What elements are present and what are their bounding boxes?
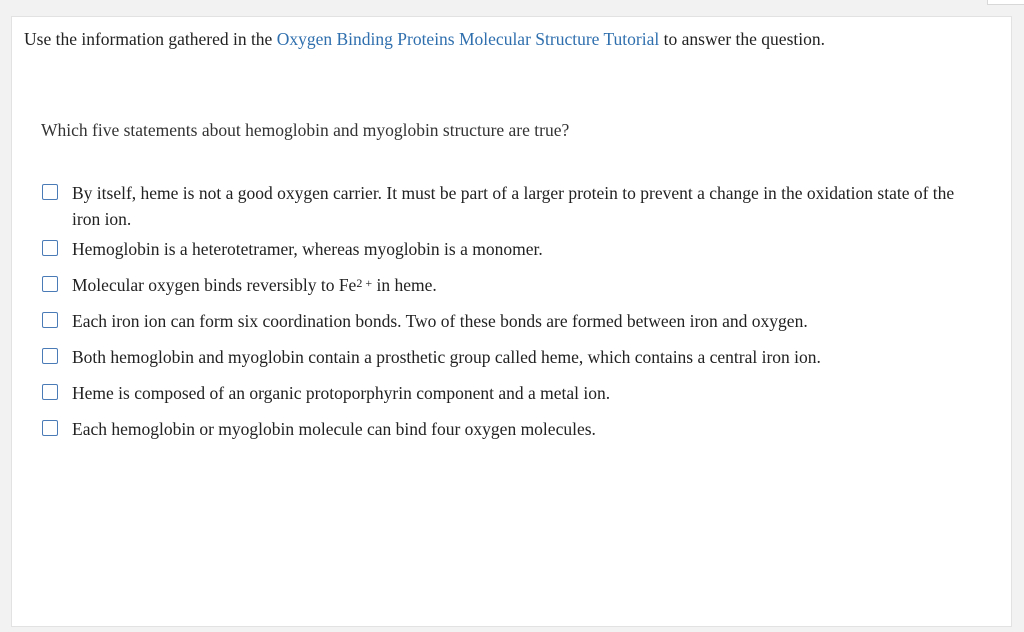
option-3[interactable] [42,272,982,298]
top-edge-panel [987,0,1024,5]
question-card [11,16,1012,627]
option-7-label: Each hemoglobin or myoglobin molecule can bind four oxygen molecules. [72,419,596,439]
option-2[interactable] [42,236,982,262]
option-5[interactable] [42,344,982,370]
instruction-text [24,28,825,50]
option-3-superscript: 2 + [356,276,373,290]
instruction-suffix: to answer the question. [659,29,825,49]
option-3-label-before: Molecular oxygen binds reversibly to Fe [72,275,357,295]
option-6-checkbox[interactable] [42,384,58,400]
option-7[interactable] [42,416,982,442]
option-6-label: Heme is composed of an organic protoporphyrin component and a metal ion. [72,383,611,403]
option-3-checkbox[interactable] [42,276,58,292]
option-5-checkbox[interactable] [42,348,58,364]
answer-options [42,180,982,452]
option-2-label: Hemoglobin is a heterotetramer, whereas myoglobin is a monomer. [72,239,543,259]
option-1[interactable] [42,180,982,232]
option-6[interactable] [42,380,982,406]
option-3-label-after: in heme. [372,275,437,295]
option-4-checkbox[interactable] [42,312,58,328]
instruction-prefix: Use the information gathered in the [24,29,277,49]
option-2-checkbox[interactable] [42,240,58,256]
option-1-checkbox[interactable] [42,184,58,200]
tutorial-link[interactable]: Oxygen Binding Proteins Molecular Structure Tutorial [276,29,660,49]
option-5-label: Both hemoglobin and myoglobin contain a prosthetic group called heme, which contains a central iron ion. [72,347,821,367]
option-1-label: By itself, heme is not a good oxygen carrier. It must be part of a larger protein to prevent a change in the oxidation state of the iron ion. [72,183,955,229]
option-7-checkbox[interactable] [42,420,58,436]
option-4-label: Each iron ion can form six coordination bonds. Two of these bonds are formed between iron and oxygen. [72,311,808,331]
question-prompt: Which five statements about hemoglobin and myoglobin structure are true? [41,120,570,140]
option-4[interactable] [42,308,982,334]
